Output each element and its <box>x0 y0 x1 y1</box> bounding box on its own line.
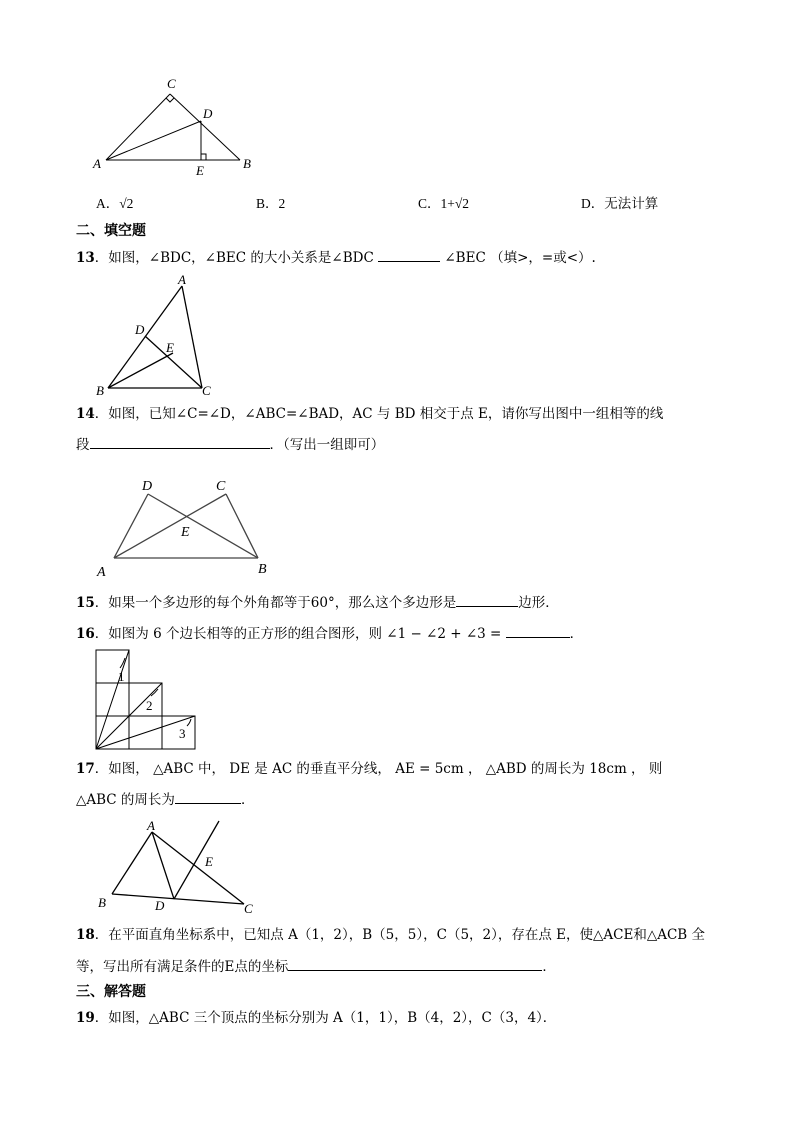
question-text: ．如图，∠BDC，∠BEC 的大小关系是∠BDC <box>94 250 374 266</box>
answer-blank[interactable] <box>90 435 270 449</box>
question-text: ．（写出一组即可） <box>269 437 385 453</box>
label-b: B <box>243 156 251 171</box>
label-e: E <box>196 163 204 178</box>
angle-label-3: 3 <box>179 726 186 741</box>
label-b: B <box>96 383 104 398</box>
angle-label-1: 1 <box>118 669 125 684</box>
label-a: A <box>147 818 155 833</box>
angle-label-2: 2 <box>146 698 153 713</box>
answer-blank[interactable] <box>456 593 518 607</box>
question-text: ．如图为 6 个边长相等的正方形的组合图形，则 ∠1 − ∠2 + ∠3 = <box>94 626 502 642</box>
figure-q16 <box>92 648 202 752</box>
label-e: E <box>205 854 213 869</box>
label-c: C <box>216 479 226 494</box>
question-16 <box>76 624 583 643</box>
question-text: ．如图，已知∠C=∠D，∠ABC=∠BAD，AC 与 BD 相交于点 E，请你写出图中一组相等的线 <box>94 406 664 422</box>
label-b: B <box>98 895 106 910</box>
question-17-line1 <box>76 760 662 778</box>
figure-q14 <box>92 474 277 580</box>
label-d: D <box>135 322 145 337</box>
question-number: 17 <box>76 761 95 777</box>
question-text: 段 <box>76 437 90 453</box>
question-text: ∠BEC （填>，=或<）. <box>444 250 596 266</box>
question-text: ． <box>240 792 255 808</box>
question-19 <box>76 1009 556 1027</box>
figure-q17 <box>92 818 267 914</box>
question-17-line2 <box>76 790 254 809</box>
question-text: ． <box>542 959 556 975</box>
answer-blank[interactable] <box>378 248 440 262</box>
question-14-line2 <box>76 435 384 454</box>
option-d: D．无法计算 <box>581 196 659 211</box>
question-15 <box>76 593 559 612</box>
option-c: C．1+√2 <box>418 196 470 211</box>
question-text: ．如图， △ABC 中， DE 是 AC 的垂直平分线， AE = 5cm ， △ABD 的周长为 18cm ， 则 <box>94 761 663 777</box>
question-number: 13 <box>76 250 95 266</box>
question-text: ．在平面直角坐标系中，已知点 A（1，2），B（5，5），C（5，2），存在点 E，使△ACE和△ACB 全 <box>94 927 706 943</box>
question-number: 16 <box>76 626 95 642</box>
question-text: 等，写出所有满足条件的E点的坐标 <box>76 959 289 975</box>
question-text: 边形． <box>518 595 559 611</box>
question-number: 14 <box>76 406 95 422</box>
question-18-line2 <box>76 957 556 976</box>
option-b: B．2 <box>256 196 286 211</box>
label-d: D <box>203 106 213 121</box>
question-18-line1 <box>76 926 705 944</box>
section-heading-fill-in: 二、填空题 <box>76 223 146 239</box>
label-e: E <box>181 525 190 540</box>
option-a: A．√2 <box>96 196 134 211</box>
question-13 <box>76 248 596 267</box>
label-c: C <box>202 383 211 398</box>
label-c: C <box>167 76 176 91</box>
question-text: ． <box>569 626 584 642</box>
question-number: 18 <box>76 927 95 943</box>
label-c: C <box>244 901 253 916</box>
label-a: A <box>93 156 101 171</box>
figure-q12 <box>90 74 260 178</box>
label-d: D <box>155 898 165 913</box>
answer-blank[interactable] <box>288 957 542 971</box>
answer-blank[interactable] <box>506 624 570 638</box>
label-b: B <box>258 562 267 577</box>
question-text: ．如果一个多边形的每个外角都等于60°，那么这个多边形是 <box>94 595 457 611</box>
question-text: △ABC 的周长为 <box>76 792 175 808</box>
question-text: ．如图，△ABC 三个顶点的坐标分别为 A（1，1），B（4，2），C（3，4）． <box>94 1010 557 1026</box>
label-d: D <box>142 479 153 494</box>
section-heading-answers: 三、解答题 <box>76 984 146 1000</box>
label-a: A <box>178 272 186 287</box>
figure-q13 <box>92 272 222 396</box>
question-number: 15 <box>76 595 95 611</box>
answer-blank[interactable] <box>175 790 241 804</box>
label-a: A <box>97 565 106 580</box>
question-number: 19 <box>76 1010 95 1026</box>
label-e: E <box>166 340 174 355</box>
question-14-line1 <box>76 405 663 423</box>
